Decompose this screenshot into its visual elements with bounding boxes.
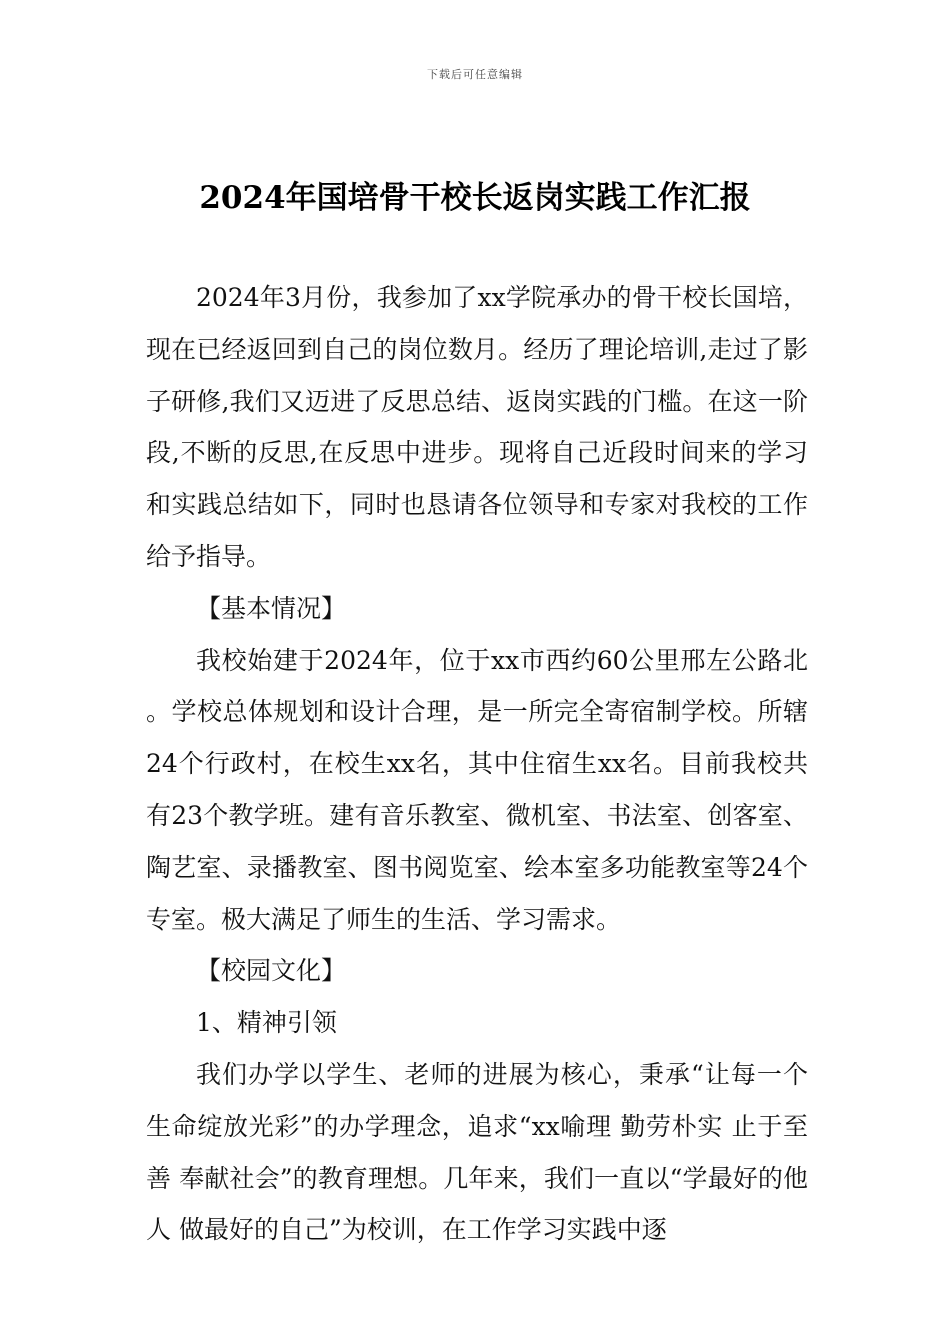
header-note: 下载后可任意编辑 — [427, 68, 523, 81]
subsection-heading-spirit: 1、精神引领 — [196, 1008, 337, 1038]
paragraph-basic-info: 我校始建于2024年，位于xx市西约60公里邢左公路北。学校总体规划和设计合理，是一所完全寄宿制学校。所辖24个行政村，在校生xx名，其中住宿生xx名。目前我校共有23个教学班。建有音乐教室、微机室、书法室、创客室、陶艺室、录播教室、图书阅览室、绘本室多功能教室等24个专室。极大满足了师生的生活、学习需求。 — [146, 645, 808, 934]
paragraph-spirit: 我们办学以学生、老师的进展为核心，秉承“让每一个生命绽放光彩”的办学理念，追求“xx喻理 勤劳朴实 止于至善 奉献社会”的教育理想。几年来，我们一直以“学最好的他人 做最好的自己”为校训，在工作学习实践中逐 — [146, 1059, 808, 1245]
document-title: 2024年国培骨干校长返岗实践工作汇报 — [199, 180, 751, 216]
paragraph-intro: 2024年3月份，我参加了xx学院承办的骨干校长国培，现在已经返回到自己的岗位数月。经历了理论培训,走过了影子研修,我们又迈进了反思总结、返岗实践的门槛。在这一阶段,不断的反思,在反思中进步。现将自己近段时间来的学习和实践总结如下，同时也恳请各位领导和专家对我校的工作给予指导。 — [146, 283, 808, 571]
section-heading-campus-culture: 【校园文化】 — [196, 956, 347, 986]
section-heading-basic-info: 【基本情况】 — [196, 593, 347, 623]
document-body — [146, 272, 808, 1256]
